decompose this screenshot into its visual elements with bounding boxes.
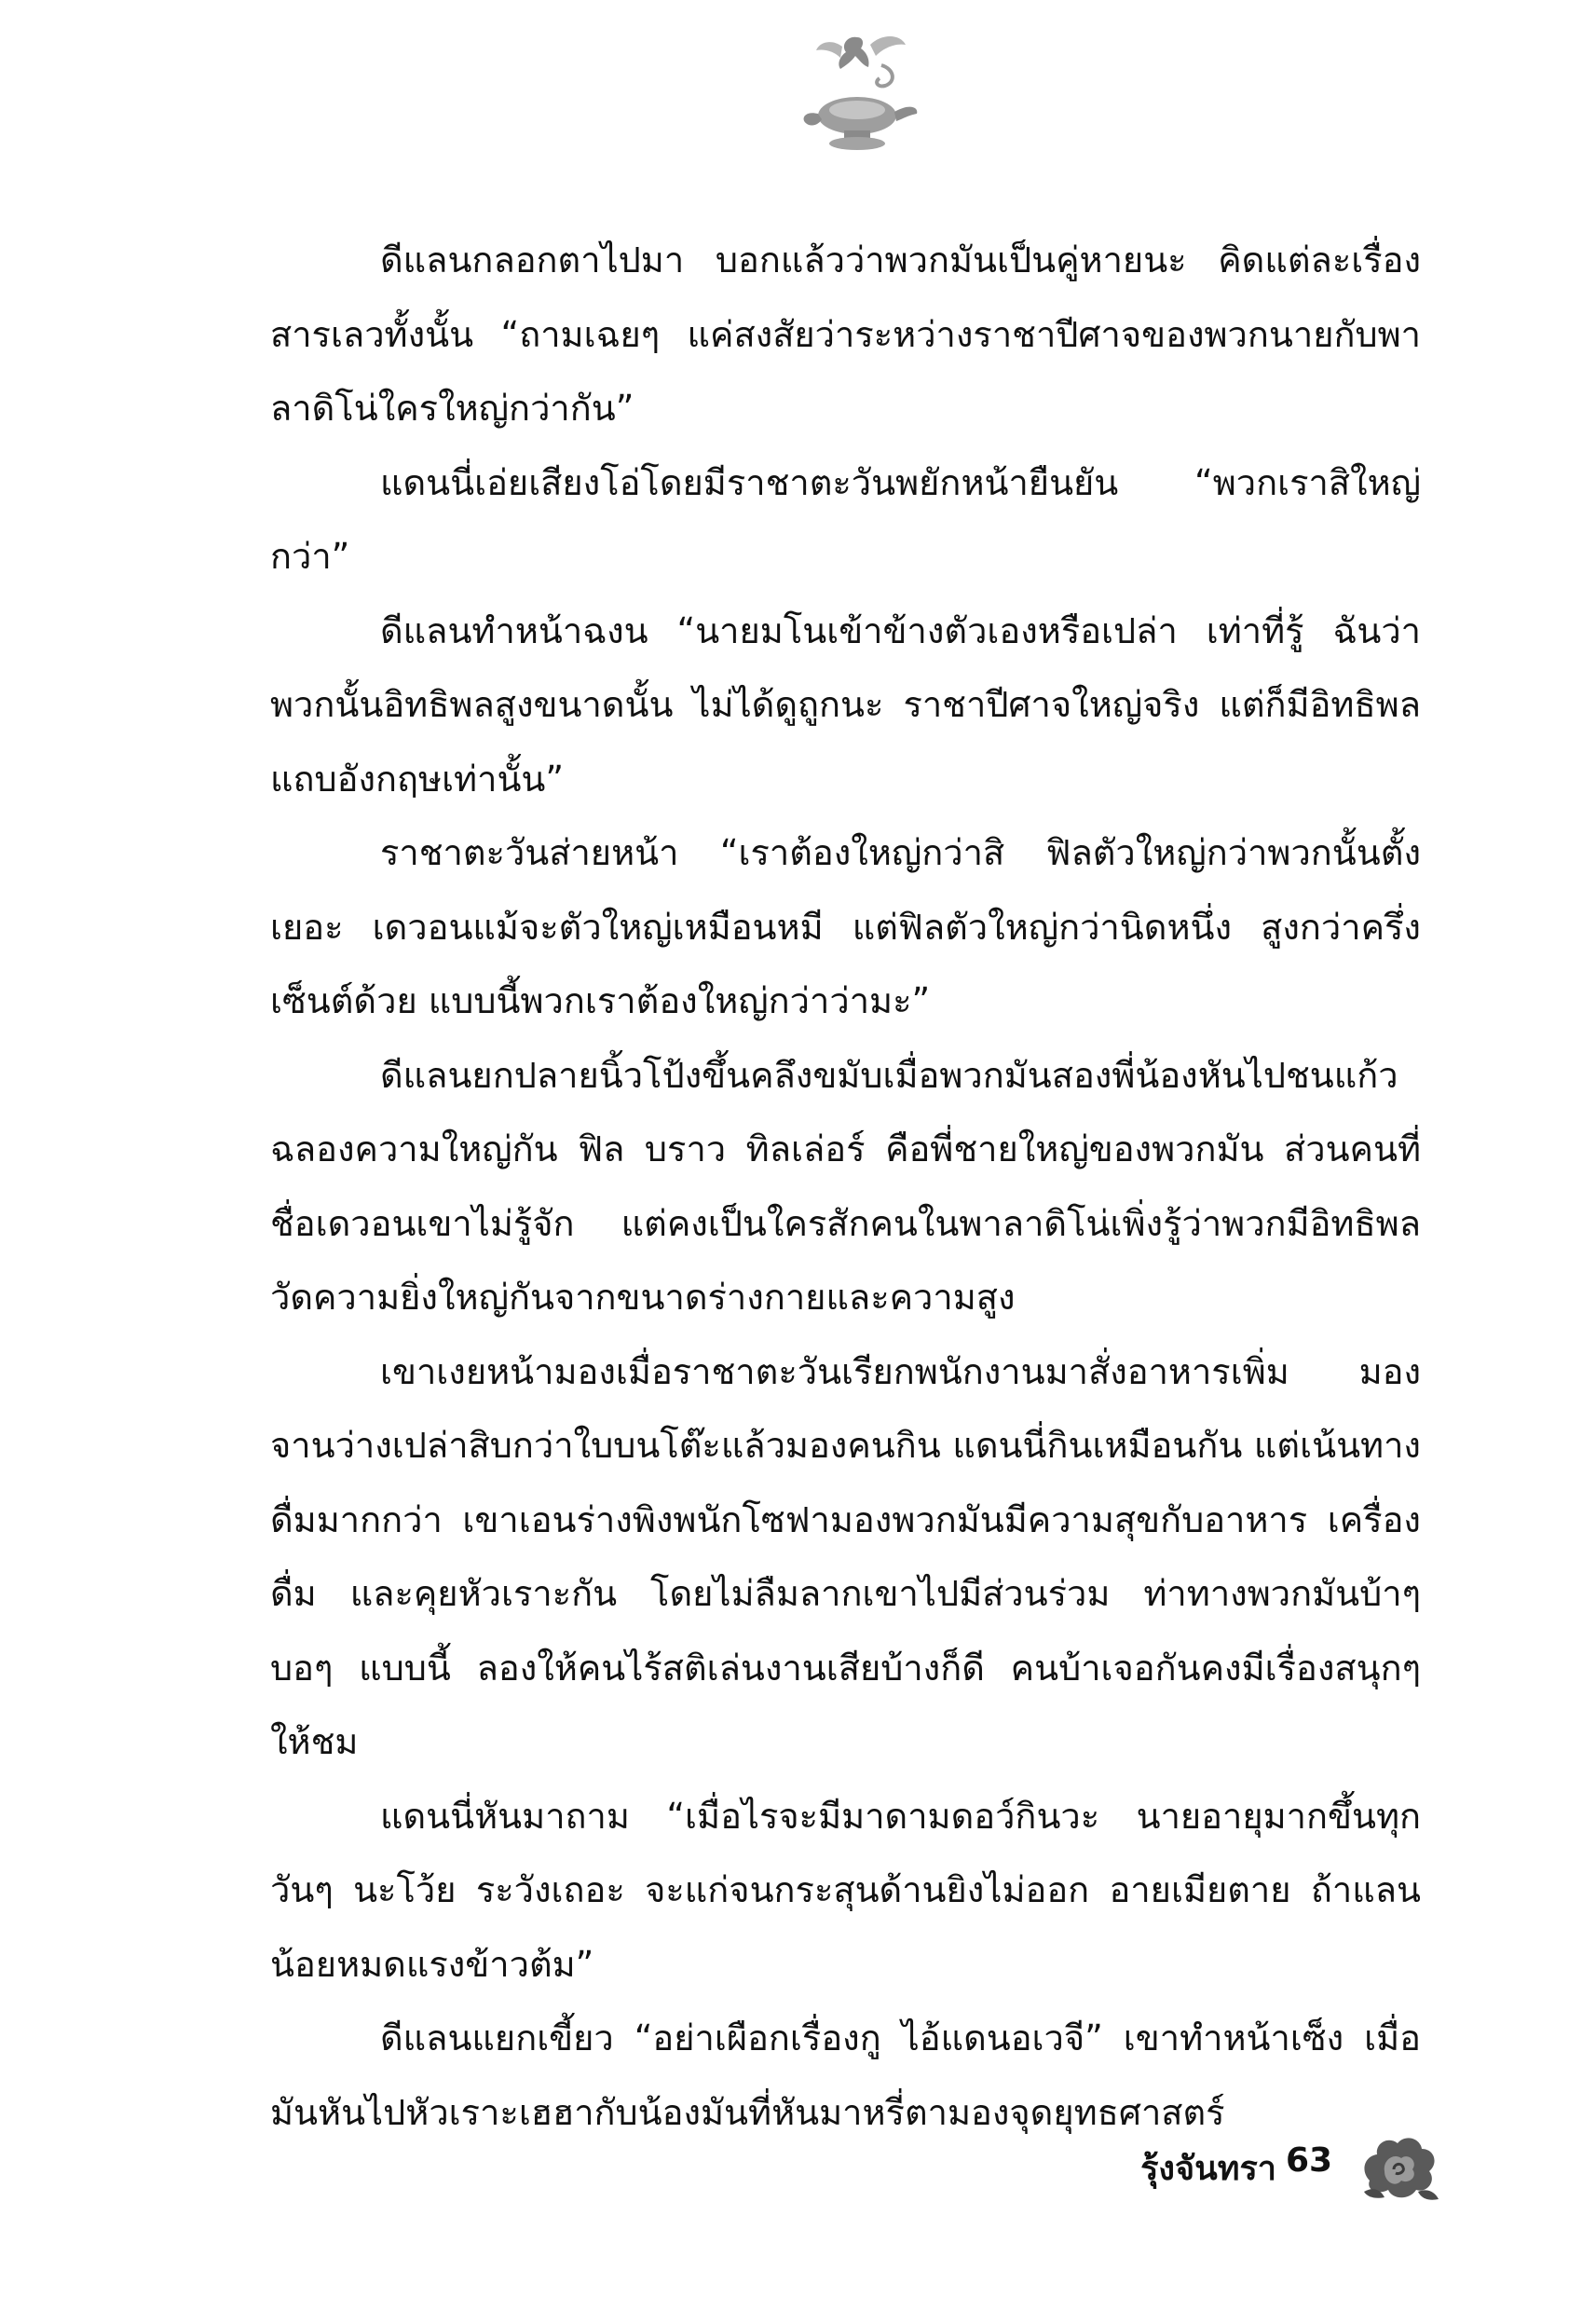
page-number: 63 — [1286, 2141, 1333, 2180]
rose-icon — [1351, 2115, 1444, 2208]
paragraph: ดีแลนทำหน้าฉงน “นายมโนเข้าข้างตัวเองหรือเปล่า เท่าที่รู้ ฉันว่าพวกนั้นอิทธิพลสูงขนาดนั้น ไม่ได้ดูถูกนะ ราชาปีศาจใหญ่จริง แต่ก็มีอิทธิพลแถบอังกฤษเท่านั้น” — [270, 609, 1421, 800]
book-title: รุ้งจันทรา — [1140, 2150, 1276, 2188]
paragraph: ดีแลนยกปลายนิ้วโป้งขึ้นคลึงขมับเมื่อพวกมันสองพี่น้องหันไปชนแก้วฉลองความใหญ่กัน ฟิล บราว ทิลเล่อร์ คือพี่ชายใหญ่ของพวกมัน ส่วนคนที่ชื่อเดวอนเขาไม่รู้จัก แต่คงเป็นใครสักคนในพาลาดิโน่เพิ่งรู้ว่าพวกมีอิทธิพลวัดความยิ่งใหญ่กันจากขนาดร่างกายและความสูง — [270, 1054, 1421, 1318]
paragraph: ดีแลนกลอกตาไปมา บอกแล้วว่าพวกมันเป็นคู่หายนะ คิดแต่ละเรื่องสารเลวทั้งนั้น “ถามเฉยๆ แค่สงสัยว่าระหว่างราชาปีศาจของพวกนายกับพาลาดิโน่ใครใหญ่กว่ากัน” — [270, 239, 1421, 429]
paragraph: ดีแลนแยกเขี้ยว “อย่าเผือกเรื่องกู ไอ้แดนอเวจี” เขาทำหน้าเซ็ง เมื่อมันหันไปหัวเราะเฮฮากับน้องมันที่หันมาหรี่ตามองจุดยุทธศาสตร์ — [270, 2017, 1421, 2133]
paragraph: ราชาตะวันส่ายหน้า “เราต้องใหญ่กว่าสิ ฟิลตัวใหญ่กว่าพวกนั้นตั้งเยอะ เดวอนแม้จะตัวใหญ่เหมือนหมี แต่ฟิลตัวใหญ่กว่านิดหนึ่ง สูงกว่าครึ่งเซ็นต์ด้วย แบบนี้พวกเราต้องใหญ่กว่าว่ามะ” — [270, 832, 1421, 1021]
chapter-body — [270, 224, 1421, 2150]
paragraph: แดนนี่หันมาถาม “เมื่อไรจะมีมาดามดอว์กินวะ นายอายุมากขึ้นทุกวันๆ นะโว้ย ระวังเถอะ จะแก่จนกระสุนด้านยิงไม่ออก อายเมียตาย ถ้าแลนน้อยหมดแรงข้าวต้ม” — [270, 1795, 1421, 1985]
paragraph: แดนนี่เอ่ยเสียงโอ่โดยมีราชาตะวันพยักหน้ายืนยัน “พวกเราสิใหญ่กว่า” — [270, 461, 1421, 577]
paragraph: เขาเงยหน้ามองเมื่อราชาตะวันเรียกพนักงานมาสั่งอาหารเพิ่ม มองจานว่างเปล่าสิบกว่าใบบนโต๊ะแล้วมองคนกิน แดนนี่กินเหมือนกัน แต่เน้นทางดื่มมากกว่า เขาเอนร่างพิงพนักโซฟามองพวกมันมีความสุขกับอาหาร เครื่องดื่ม และคุยหัวเราะกัน โดยไม่ลืมลากเขาไปมีส่วนร่วม ท่าทางพวกมันบ้าๆ บอๆ แบบนี้ ลองให้คนไร้สติเล่นงานเสียบ้างก็ดี คนบ้าเจอกันคงมีเรื่องสนุกๆ ให้ชม — [270, 1350, 1421, 1762]
page-footer — [1071, 2115, 1444, 2218]
lamp-with-fairy-icon — [792, 28, 922, 158]
